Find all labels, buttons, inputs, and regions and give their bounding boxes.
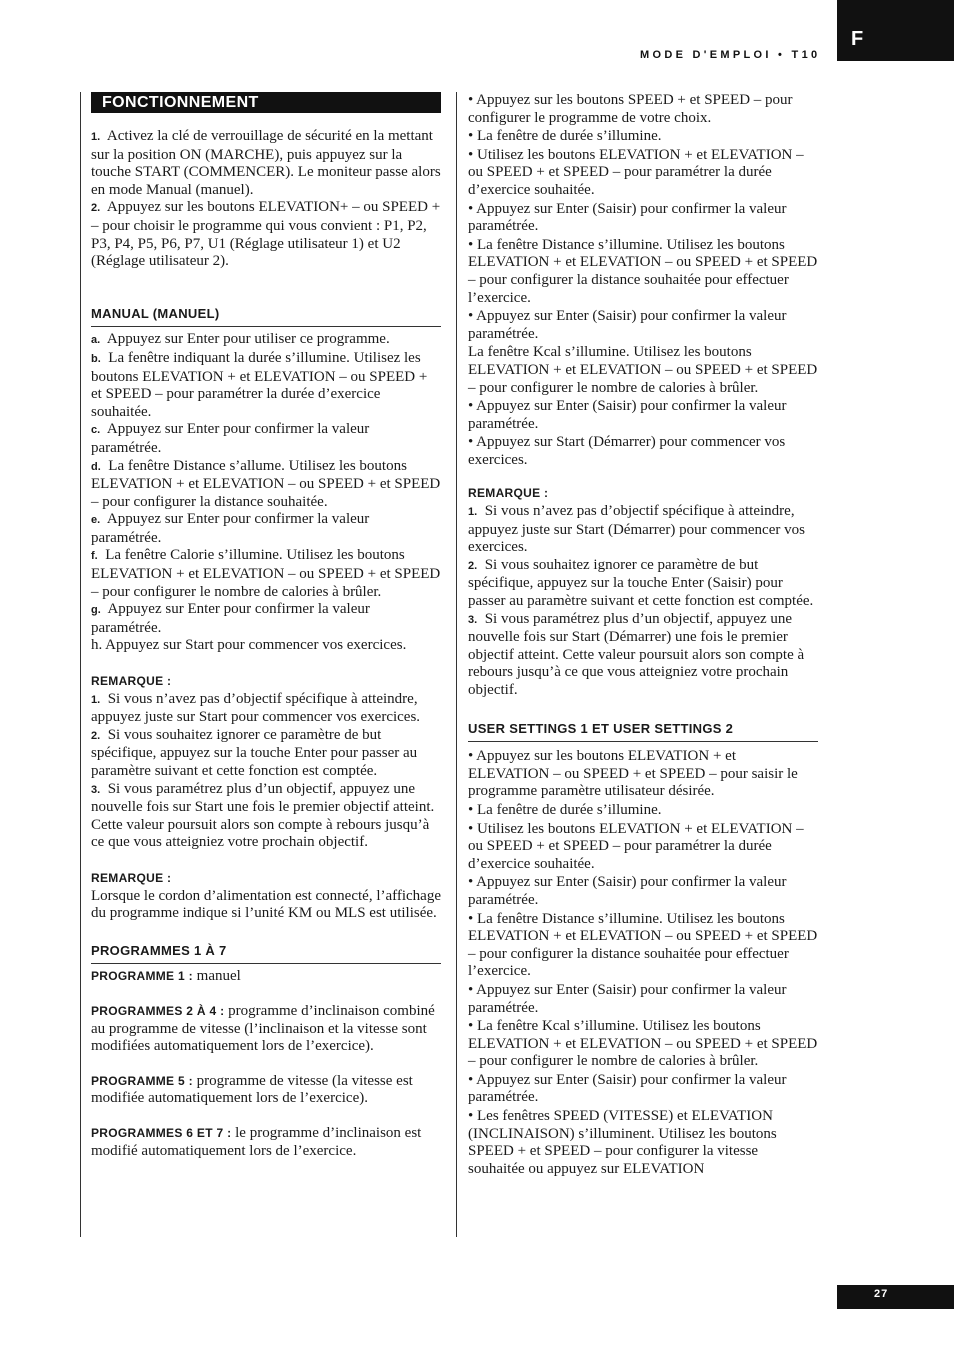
remarque-item: 1. Si vous n’avez pas d’objectif spécifique à atteindre, appuyez juste sur Start pour commencer vos exercices. (91, 690, 421, 726)
manual-step: b. La fenêtre indiquant la durée s’illumine. Utilisez les boutons ELEVATION + et ELEVATION – ou SPEED + et SPEED – pour paramétrer la durée d’exercice souhaitée. (91, 349, 428, 420)
bullet-item: • Appuyez sur Enter (Saisir) pour confirmer la valeur paramétrée. (468, 874, 787, 908)
manual-step: d. La fenêtre Distance s’allume. Utilisez les boutons ELEVATION + et ELEVATION – ou SPEED + et SPEED – pour configurer la distance souhaitée. (91, 457, 441, 510)
language-tab-letter: F (851, 28, 864, 50)
manual-step: a. Appuyez sur Enter pour utiliser ce programme. (91, 331, 390, 348)
programme-item: PROGRAMME 5 : programme de vitesse (la vitesse est modifiée automatiquement lors de l’exercice). (91, 1072, 413, 1107)
manual-step: h. Appuyez sur Start pour commencer vos exercices. (91, 637, 407, 654)
remarque-item: 1. Si vous n’avez pas d’objectif spécifique à atteindre, appuyez juste sur Start (Démarrer) pour commencer vos exercices. (468, 503, 805, 556)
remarque-label: REMARQUE : (468, 486, 549, 501)
bullet-item: • La fenêtre de durée s’illumine. (468, 801, 662, 818)
remarque-text: Lorsque le cordon d’alimentation est connecté, l’affichage du programme indique si l’unité KM ou MLS est utilisée. (91, 887, 441, 922)
bullet-item: • Les fenêtres SPEED (VITESSE) et ELEVATION (INCLINAISON) s’illuminent. Utilisez les boutons SPEED + et SPEED – pour configurer la vitesse souhaitée ou appuyez sur ELEVATION (468, 1108, 777, 1177)
subheading-user-settings: USER SETTINGS 1 ET USER SETTINGS 2 (468, 720, 818, 743)
bullet-item: • La fenêtre Distance s’illumine. Utilisez les boutons ELEVATION + et ELEVATION – ou SPEED + et SPEED – pour configurer la distance souhaitée pour effectuer l’exercice. (468, 910, 818, 980)
left-column (91, 92, 441, 1160)
manual-steps (91, 331, 441, 655)
bullet-item: • Appuyez sur Enter (Saisir) pour confirmer la valeur paramétrée. (468, 981, 787, 1016)
bullet-item: • Appuyez sur les boutons SPEED + et SPEED – pour configurer le programme de votre choix. (468, 92, 793, 126)
bullet-item: • Appuyez sur Enter (Saisir) pour confirmer la valeur paramétrée. (468, 1071, 787, 1106)
remarque-item: 3. Si vous paramétrez plus d’un objectif, appuyez une nouvelle fois sur Start une fois le premier objectif atteint. Cette valeur poursuit alors son compte à rebours jusqu’à ce que vous atteigniez votre prochain objectif. (91, 780, 435, 851)
language-tab (837, 0, 954, 61)
programme-item: PROGRAMMES 2 À 4 : programme d’inclinaison combiné au programme de vitesse (l’inclinaison et la vitesse sont modifiées automatiquement lors de l’exercice). (91, 1002, 435, 1055)
left-column-rule (80, 92, 81, 1237)
manual-step: e. Appuyez sur Enter pour confirmer la valeur paramétrée. (91, 511, 370, 546)
right-column (468, 92, 818, 1179)
intro-list (91, 128, 441, 271)
intro-item: 1. Activez la clé de verrouillage de sécurité en la mettant sur la position ON (MARCHE), puis appuyez sur la touche START (COMMENCER). Le moniteur passe alors en mode Manual (manuel). (91, 128, 441, 198)
section-title-fonctionnement: FONCTIONNEMENT (91, 92, 441, 113)
manual-step: g. Appuyez sur Enter pour confirmer la valeur paramétrée. (91, 601, 370, 636)
remarque-item: 3. Si vous paramétrez plus d’un objectif, appuyez une nouvelle fois sur Start (Démarrer) une fois le premier objectif atteint. Cette valeur poursuit alors son compte à rebours jusqu’à ce que vous atteigniez votre prochain objectif. (468, 610, 805, 698)
bullet-item: La fenêtre Kcal s’illumine. Utilisez les boutons ELEVATION + et ELEVATION – ou SPEED + et SPEED – pour configurer le nombre de calories à brûler. (468, 344, 818, 396)
bullet-item: • Utilisez les boutons ELEVATION + et ELEVATION – ou SPEED + et SPEED – pour paramétrer la durée d’exercice souhaitée. (468, 146, 804, 198)
remarque-list (91, 691, 441, 852)
bullet-item: • Appuyez sur les boutons ELEVATION + et ELEVATION – ou SPEED + et SPEED – pour saisir le programme paramètre utilisateur désirée. (468, 748, 798, 800)
user-steps (468, 748, 818, 1178)
bullet-item: • Utilisez les boutons ELEVATION + et ELEVATION – ou SPEED + et SPEED – pour paramétrer la durée d’exercice souhaitée. (468, 820, 804, 872)
bullet-item: • La fenêtre Distance s’illumine. Utilisez les boutons ELEVATION + et ELEVATION – ou SPEED + et SPEED – pour configurer la distance souhaitée pour effectuer l’exercice. (468, 236, 818, 306)
remarque-list (468, 503, 818, 700)
program-steps (468, 92, 818, 469)
middle-column-rule (456, 92, 457, 1237)
bullet-item: • Appuyez sur Enter (Saisir) pour confirmer la valeur paramétrée. (468, 308, 787, 342)
header-title: MODE D'EMPLOI • T10 (640, 49, 821, 61)
remarque-label: REMARQUE : (91, 870, 172, 885)
page-number: 27 (874, 1288, 889, 1300)
programme-item: PROGRAMME 1 : manuel (91, 968, 241, 985)
page-number-box (837, 1285, 954, 1309)
programme-item: PROGRAMMES 6 ET 7 : le programme d’inclinaison est modifié automatiquement lors de l’exercice. (91, 1124, 422, 1159)
intro-item: 2. Appuyez sur les boutons ELEVATION+ – ou SPEED + – pour choisir le programme qui vous convient : P1, P2, P3, P4, P5, P6, P7, U1 (Réglage utilisateur 1) et U2 (Réglage utilisateur 2). (91, 199, 441, 270)
remarque-label: REMARQUE : (91, 674, 172, 689)
manual-step: c. Appuyez sur Enter pour confirmer la valeur paramétrée. (91, 421, 370, 456)
bullet-item: • Appuyez sur Start (Démarrer) pour commencer vos exercices. (468, 434, 786, 468)
bullet-item: • La fenêtre de durée s’illumine. (468, 128, 662, 145)
subheading-manual: MANUAL (MANUEL) (91, 305, 441, 328)
subheading-programmes: PROGRAMMES 1 À 7 (91, 942, 441, 965)
manual-step: f. La fenêtre Calorie s’illumine. Utilisez les boutons ELEVATION + et ELEVATION – ou SPEED + et SPEED – pour configurer le nombre de calories à brûler. (91, 547, 441, 600)
remarque-item: 2. Si vous souhaitez ignorer ce paramètre de but spécifique, appuyez sur la touche Enter pour passer au paramètre suivant et cette fonction est comptée. (91, 726, 418, 779)
bullet-item: • La fenêtre Kcal s’illumine. Utilisez les boutons ELEVATION + et ELEVATION – ou SPEED + et SPEED – pour configurer le nombre de calories à brûler. (468, 1018, 818, 1070)
bullet-item: • Appuyez sur Enter (Saisir) pour confirmer la valeur paramétrée. (468, 398, 787, 432)
bullet-item: • Appuyez sur Enter (Saisir) pour confirmer la valeur paramétrée. (468, 200, 787, 235)
remarque-item: 2. Si vous souhaitez ignorer ce paramètre de but spécifique, appuyez sur la touche Enter (Saisir) pour passer au paramètre suivant et cette fonction est comptée. (468, 556, 814, 610)
